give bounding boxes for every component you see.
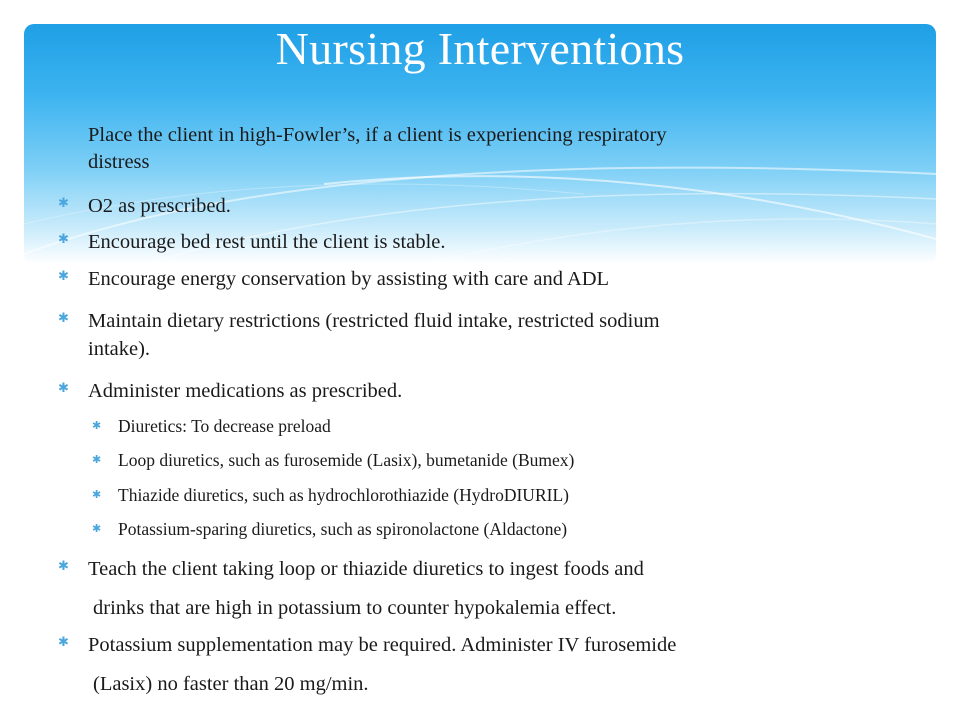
list-item-text: (Lasix) no faster than 20 mg/min. xyxy=(93,673,369,695)
bullet-star-icon: ✱ xyxy=(58,559,69,574)
list-item-text: intake). xyxy=(88,338,151,360)
list-item-text: Encourage bed rest until the client is stable. xyxy=(88,231,446,253)
bullet-star-icon: ✱ xyxy=(58,311,69,326)
bullet-star-icon: ✱ xyxy=(92,488,102,501)
bullet-star-icon: ✱ xyxy=(58,635,69,650)
slide-title: Nursing Interventions xyxy=(275,23,685,74)
list-item-text: Thiazide diuretics, such as hydrochlorothiazide (HydroDIURIL) xyxy=(118,485,569,505)
list-item-text: distress xyxy=(88,151,150,173)
list-item-text: Potassium supplementation may be required. Administer IV furosemide xyxy=(88,634,677,656)
list-item-text: Teach the client taking loop or thiazide diuretics to ingest foods and xyxy=(88,558,644,580)
list-item-text: Maintain dietary restrictions (restricted fluid intake, restricted sodium xyxy=(88,310,660,332)
bullet-star-icon: ✱ xyxy=(58,232,69,247)
list-item-text: Loop diuretics, such as furosemide (Lasix), bumetanide (Bumex) xyxy=(118,450,575,470)
bullet-star-icon: ✱ xyxy=(92,522,102,535)
list-item-text: Encourage energy conservation by assisting with care and ADL xyxy=(88,268,610,290)
list-item-text: Administer medications as prescribed. xyxy=(88,380,403,402)
bullet-star-icon: ✱ xyxy=(92,453,102,466)
bullet-star-icon: ✱ xyxy=(58,196,69,211)
list-item-text: Diuretics: To decrease preload xyxy=(118,416,331,436)
list-item-text: Place the client in high-Fowler’s, if a client is experiencing respiratory xyxy=(88,124,667,146)
bullet-star-icon: ✱ xyxy=(92,419,102,432)
list-item-text: O2 as prescribed. xyxy=(88,195,231,217)
bullet-star-icon: ✱ xyxy=(58,269,69,284)
list-item-text: Potassium-sparing diuretics, such as spironolactone (Aldactone) xyxy=(118,519,568,539)
list-item-text: drinks that are high in potassium to counter hypokalemia effect. xyxy=(93,597,617,619)
bullet-star-icon: ✱ xyxy=(58,381,69,396)
